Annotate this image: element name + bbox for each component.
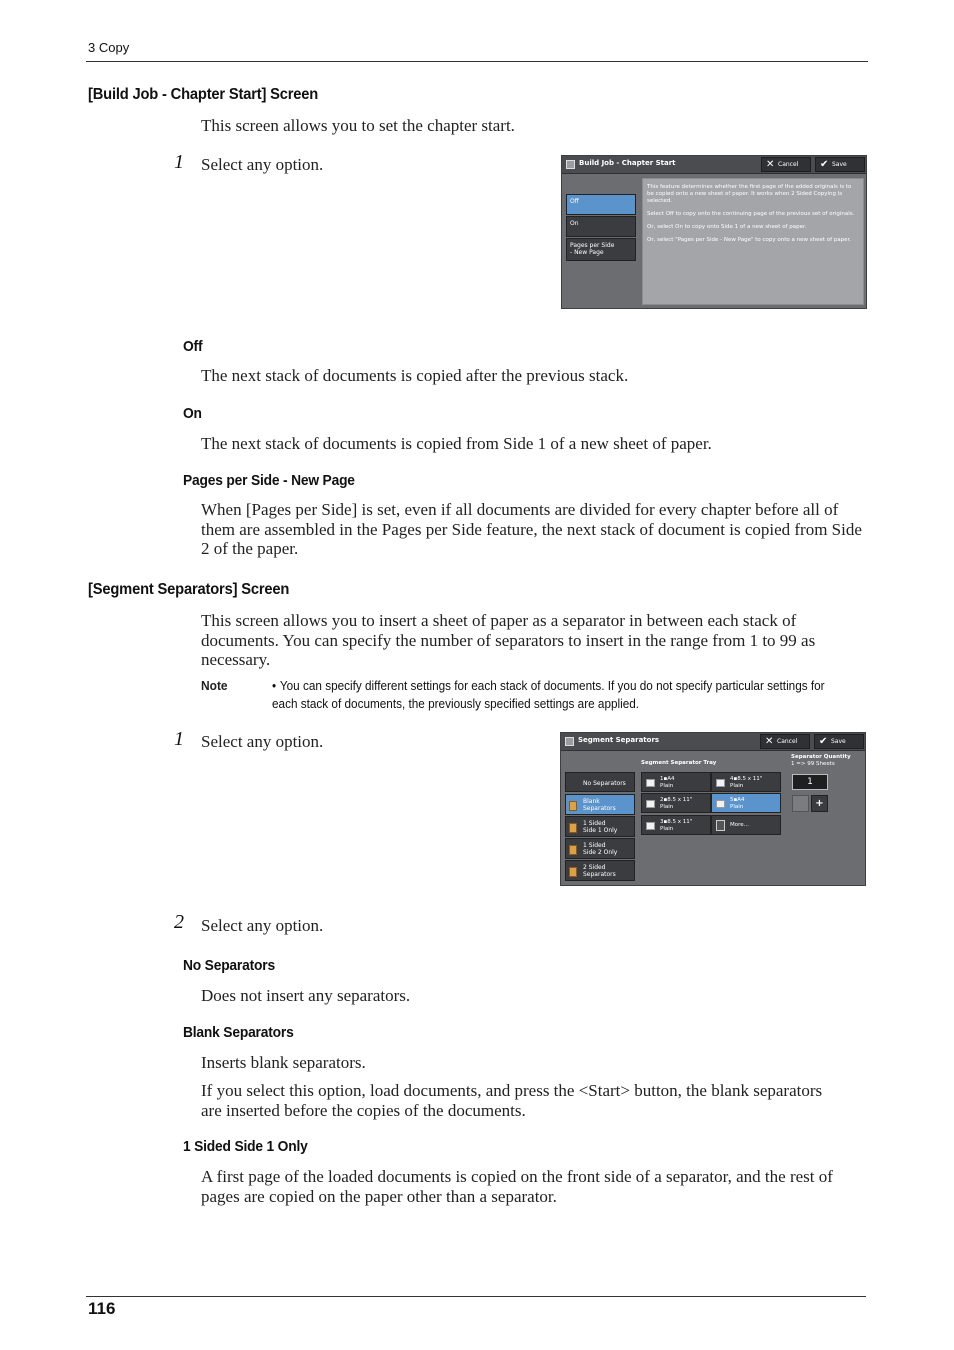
quantity-range: 1 => 99 Sheets	[791, 761, 835, 767]
quantity-label: Separator Quantity	[791, 754, 851, 760]
info-text: This feature determines whether the first page of the added originals is to be copied onto a new sheet of paper. It works when 2 Sided Copying is selected.	[647, 184, 852, 204]
check-icon: ✔	[819, 736, 828, 747]
side-1-only-heading: 1 Sided Side 1 Only	[183, 1138, 308, 1155]
screen-title: Build Job - Chapter Start	[579, 159, 676, 167]
close-icon: ✕	[765, 736, 774, 747]
more-trays-button[interactable]: More...	[711, 815, 781, 835]
build-job-intro: This screen allows you to set the chapter start.	[201, 116, 515, 135]
check-icon: ✔	[820, 159, 829, 170]
on-heading: On	[183, 405, 202, 422]
pages-per-side-text: When [Pages per Side] is set, even if all documents are divided for every chapter before all of them are assembled in the Pages per Side feature, the next stack of document is copied from Side 2 of the paper.	[201, 500, 862, 558]
side-1-only-text: A first page of the loaded documents is copied on the front side of a separator, and the rest of pages are copied on the paper other than a separator.	[201, 1167, 833, 1206]
option-2-sided-separators[interactable]: 2 Sided Separators	[565, 860, 635, 881]
segment-intro: This screen allows you to insert a sheet of paper as a separator in between each stack of documents. You can specify the number of separators to insert in the range from 1 to 99 as necessary.	[201, 611, 816, 669]
tray-5[interactable]: 5▪A4 Plain	[711, 793, 781, 813]
close-icon: ✕	[766, 159, 775, 170]
screen-titlebar	[561, 733, 865, 751]
list-icon	[716, 820, 725, 831]
option-off[interactable]: Off	[566, 194, 636, 215]
tray-3[interactable]: 3▪8.5 x 11" Plain	[641, 815, 711, 835]
screen-title: Segment Separators	[578, 736, 660, 744]
option-pages-per-side-new-page[interactable]: Pages per Side - New Page	[566, 238, 636, 261]
paper-icon	[569, 867, 577, 877]
document-icon	[565, 737, 574, 746]
screen-titlebar	[562, 156, 866, 174]
bullet: •	[272, 679, 277, 693]
info-panel	[642, 178, 864, 305]
header-rule	[86, 61, 868, 62]
tray-2[interactable]: 2▪8.5 x 11" Plain	[641, 793, 711, 813]
running-header: 3 Copy	[88, 40, 130, 55]
page-number: 116	[88, 1299, 116, 1318]
paper-tray-icon	[716, 779, 725, 787]
cancel-button[interactable]: ✕ Cancel	[761, 157, 811, 172]
note-text: • You can specify different settings for each stack of documents. If you do not specify particular settings for each stack of documents, the previously specified settings are applied.	[272, 679, 825, 711]
blank-separators-heading: Blank Separators	[183, 1024, 294, 1041]
tray-4[interactable]: 4▪8.5 x 11" Plain	[711, 772, 781, 792]
off-heading: Off	[183, 338, 203, 355]
save-button[interactable]: ✔ Save	[814, 734, 864, 749]
build-job-screen	[561, 155, 867, 309]
on-text: The next stack of documents is copied from Side 1 of a new sheet of paper.	[201, 434, 712, 453]
step-number: 1	[174, 151, 184, 173]
increment-button[interactable]: +	[811, 795, 828, 812]
paper-icon	[569, 823, 577, 833]
quantity-field[interactable]: 1	[792, 774, 828, 790]
option-1-sided-side-1-only[interactable]: 1 Sided Side 1 Only	[565, 816, 635, 837]
cancel-button[interactable]: ✕ Cancel	[760, 734, 810, 749]
decrement-button[interactable]	[792, 795, 809, 812]
option-no-separators[interactable]: No Separators	[565, 772, 635, 792]
paper-icon	[569, 801, 577, 811]
step-number: 2	[174, 911, 184, 933]
paper-tray-icon	[646, 822, 655, 830]
segment-separators-screen	[560, 732, 866, 886]
no-separators-heading: No Separators	[183, 957, 275, 974]
paper-tray-icon	[646, 800, 655, 808]
tray-1[interactable]: 1▪A4 Plain	[641, 772, 711, 792]
step-text: Select any option.	[201, 916, 324, 935]
info-text: Or, select On to copy onto Side 1 of a new sheet of paper.	[647, 224, 807, 230]
footer-rule	[86, 1296, 866, 1297]
pages-per-side-heading: Pages per Side - New Page	[183, 472, 355, 489]
info-text: Or, select "Pages per Side - New Page" to copy onto a new sheet of paper.	[647, 237, 852, 243]
paper-tray-icon	[646, 779, 655, 787]
build-job-heading: [Build Job - Chapter Start] Screen	[88, 86, 319, 103]
note-label: Note	[201, 678, 228, 693]
paper-tray-icon	[716, 800, 725, 808]
off-text: The next stack of documents is copied after the previous stack.	[201, 366, 629, 385]
option-on[interactable]: On	[566, 216, 636, 237]
segment-heading: [Segment Separators] Screen	[88, 581, 290, 598]
blank-separators-text: Inserts blank separators.	[201, 1053, 366, 1072]
tray-label: Segment Separator Tray	[641, 760, 717, 766]
document-icon	[566, 160, 575, 169]
info-text: Select Off to copy onto the continuing page of the previous set of originals.	[647, 211, 855, 217]
save-button[interactable]: ✔ Save	[815, 157, 865, 172]
blank-separators-text: If you select this option, load documents, and press the <Start> button, the blank separators are inserted before the copies of the documents.	[201, 1081, 823, 1120]
no-separators-text: Does not insert any separators.	[201, 986, 411, 1005]
step-text: Select any option.	[201, 155, 324, 174]
option-1-sided-side-2-only[interactable]: 1 Sided Side 2 Only	[565, 838, 635, 859]
paper-icon	[569, 845, 577, 855]
step-text: Select any option.	[201, 732, 324, 751]
step-number: 1	[174, 728, 184, 750]
option-blank-separators[interactable]: Blank Separators	[565, 794, 635, 815]
